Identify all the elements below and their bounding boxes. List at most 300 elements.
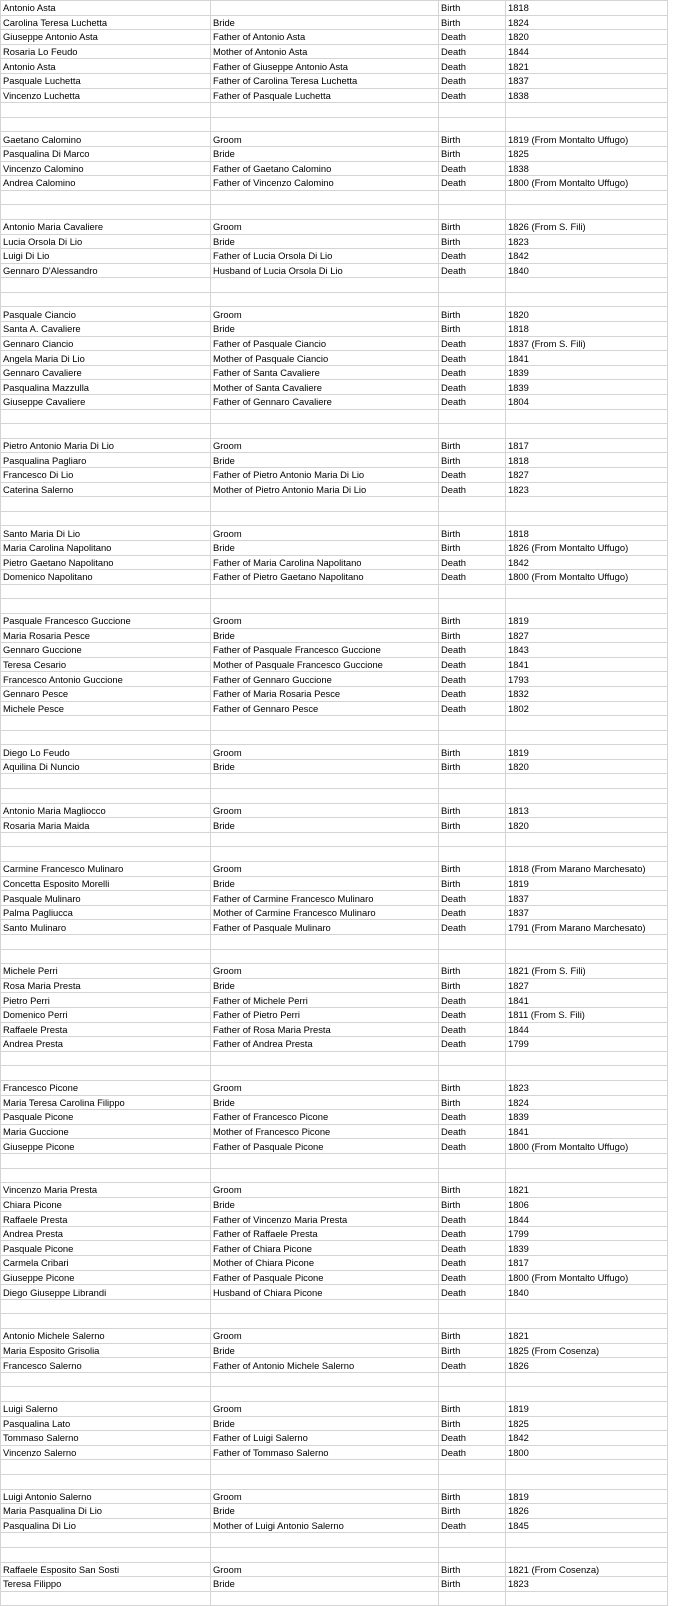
year-cell[interactable]: 1824: [506, 1095, 668, 1110]
relation-cell[interactable]: Father of Pietro Gaetano Napolitano: [211, 570, 439, 585]
event-cell[interactable]: [439, 190, 506, 205]
year-cell[interactable]: 1823: [506, 1080, 668, 1095]
year-cell[interactable]: 1800: [506, 1445, 668, 1460]
name-cell[interactable]: Gennaro D'Alessandro: [1, 263, 211, 278]
event-cell[interactable]: Death: [439, 365, 506, 380]
relation-cell[interactable]: Groom: [211, 803, 439, 818]
name-cell[interactable]: Gennaro Guccione: [1, 643, 211, 658]
event-cell[interactable]: [439, 409, 506, 424]
year-cell[interactable]: [506, 716, 668, 731]
relation-cell[interactable]: Mother of Chiara Picone: [211, 1256, 439, 1271]
relation-cell[interactable]: Father of Michele Perri: [211, 993, 439, 1008]
relation-cell[interactable]: [211, 103, 439, 118]
relation-cell[interactable]: [211, 1299, 439, 1314]
event-cell[interactable]: Birth: [439, 1504, 506, 1519]
name-cell[interactable]: Carmela Cribari: [1, 1256, 211, 1271]
name-cell[interactable]: Michele Pesce: [1, 701, 211, 716]
name-cell[interactable]: [1, 409, 211, 424]
name-cell[interactable]: [1, 599, 211, 614]
relation-cell[interactable]: [211, 1387, 439, 1402]
name-cell[interactable]: Caterina Salerno: [1, 482, 211, 497]
event-cell[interactable]: Birth: [439, 1489, 506, 1504]
event-cell[interactable]: [439, 1533, 506, 1548]
relation-cell[interactable]: Bride: [211, 1197, 439, 1212]
relation-cell[interactable]: Father of Vincenzo Calomino: [211, 176, 439, 191]
event-cell[interactable]: [439, 1591, 506, 1606]
event-cell[interactable]: [439, 789, 506, 804]
year-cell[interactable]: 1818: [506, 1, 668, 16]
year-cell[interactable]: 1820: [506, 307, 668, 322]
year-cell[interactable]: 1824: [506, 15, 668, 30]
name-cell[interactable]: Concetta Esposito Morelli: [1, 876, 211, 891]
year-cell[interactable]: 1804: [506, 395, 668, 410]
relation-cell[interactable]: Bride: [211, 146, 439, 161]
year-cell[interactable]: 1837: [506, 73, 668, 88]
name-cell[interactable]: Pasqualina Lato: [1, 1416, 211, 1431]
event-cell[interactable]: Death: [439, 905, 506, 920]
year-cell[interactable]: 1827: [506, 468, 668, 483]
event-cell[interactable]: Death: [439, 1022, 506, 1037]
event-cell[interactable]: Death: [439, 672, 506, 687]
relation-cell[interactable]: Father of Pietro Antonio Maria Di Lio: [211, 468, 439, 483]
year-cell[interactable]: 1819 (From Montalto Uffugo): [506, 132, 668, 147]
name-cell[interactable]: Maria Rosaria Pesce: [1, 628, 211, 643]
year-cell[interactable]: 1839: [506, 380, 668, 395]
name-cell[interactable]: Pasqualina Di Marco: [1, 146, 211, 161]
name-cell[interactable]: Francesco Salerno: [1, 1358, 211, 1373]
year-cell[interactable]: 1825: [506, 1416, 668, 1431]
year-cell[interactable]: 1840: [506, 1285, 668, 1300]
name-cell[interactable]: [1, 292, 211, 307]
name-cell[interactable]: Chiara Picone: [1, 1197, 211, 1212]
relation-cell[interactable]: [211, 949, 439, 964]
year-cell[interactable]: 1837: [506, 891, 668, 906]
year-cell[interactable]: 1818: [506, 526, 668, 541]
relation-cell[interactable]: [211, 730, 439, 745]
name-cell[interactable]: [1, 1314, 211, 1329]
year-cell[interactable]: [506, 292, 668, 307]
relation-cell[interactable]: Father of Antonio Asta: [211, 30, 439, 45]
name-cell[interactable]: [1, 1299, 211, 1314]
name-cell[interactable]: Maria Guccione: [1, 1124, 211, 1139]
relation-cell[interactable]: [211, 935, 439, 950]
name-cell[interactable]: [1, 1387, 211, 1402]
event-cell[interactable]: Birth: [439, 132, 506, 147]
name-cell[interactable]: Vincenzo Maria Presta: [1, 1183, 211, 1198]
name-cell[interactable]: Pasqualina Pagliaro: [1, 453, 211, 468]
name-cell[interactable]: Gaetano Calomino: [1, 132, 211, 147]
year-cell[interactable]: 1819: [506, 745, 668, 760]
relation-cell[interactable]: Mother of Pietro Antonio Maria Di Lio: [211, 482, 439, 497]
year-cell[interactable]: [506, 205, 668, 220]
event-cell[interactable]: Birth: [439, 1197, 506, 1212]
year-cell[interactable]: [506, 1591, 668, 1606]
year-cell[interactable]: 1842: [506, 1431, 668, 1446]
name-cell[interactable]: Santo Mulinaro: [1, 920, 211, 935]
name-cell[interactable]: Maria Pasqualina Di Lio: [1, 1504, 211, 1519]
event-cell[interactable]: Death: [439, 1241, 506, 1256]
relation-cell[interactable]: Father of Luigi Salerno: [211, 1431, 439, 1446]
event-cell[interactable]: Death: [439, 88, 506, 103]
name-cell[interactable]: Vincenzo Salerno: [1, 1445, 211, 1460]
name-cell[interactable]: Antonio Asta: [1, 1, 211, 16]
year-cell[interactable]: 1825: [506, 146, 668, 161]
relation-cell[interactable]: Bride: [211, 1504, 439, 1519]
relation-cell[interactable]: Father of Carolina Teresa Luchetta: [211, 73, 439, 88]
event-cell[interactable]: [439, 205, 506, 220]
event-cell[interactable]: Birth: [439, 219, 506, 234]
year-cell[interactable]: 1837: [506, 905, 668, 920]
event-cell[interactable]: Death: [439, 263, 506, 278]
name-cell[interactable]: Pietro Perri: [1, 993, 211, 1008]
relation-cell[interactable]: Bride: [211, 818, 439, 833]
year-cell[interactable]: 1838: [506, 161, 668, 176]
event-cell[interactable]: Birth: [439, 978, 506, 993]
year-cell[interactable]: [506, 1547, 668, 1562]
event-cell[interactable]: Death: [439, 555, 506, 570]
year-cell[interactable]: 1799: [506, 1226, 668, 1241]
relation-cell[interactable]: Mother of Antonio Asta: [211, 44, 439, 59]
name-cell[interactable]: Gennaro Cavaliere: [1, 365, 211, 380]
name-cell[interactable]: [1, 832, 211, 847]
name-cell[interactable]: [1, 716, 211, 731]
event-cell[interactable]: Birth: [439, 146, 506, 161]
year-cell[interactable]: 1821 (From Cosenza): [506, 1562, 668, 1577]
year-cell[interactable]: 1819: [506, 1402, 668, 1417]
name-cell[interactable]: [1, 1168, 211, 1183]
year-cell[interactable]: [506, 832, 668, 847]
relation-cell[interactable]: [211, 599, 439, 614]
relation-cell[interactable]: Father of Pasquale Mulinaro: [211, 920, 439, 935]
event-cell[interactable]: Birth: [439, 862, 506, 877]
relation-cell[interactable]: Groom: [211, 438, 439, 453]
relation-cell[interactable]: [211, 205, 439, 220]
event-cell[interactable]: [439, 1066, 506, 1081]
year-cell[interactable]: [506, 1460, 668, 1475]
relation-cell[interactable]: Father of Pasquale Ciancio: [211, 336, 439, 351]
name-cell[interactable]: Maria Teresa Carolina Filippo: [1, 1095, 211, 1110]
name-cell[interactable]: Raffaele Presta: [1, 1212, 211, 1227]
name-cell[interactable]: Antonio Maria Magliocco: [1, 803, 211, 818]
year-cell[interactable]: 1826 (From Montalto Uffugo): [506, 540, 668, 555]
relation-cell[interactable]: Father of Chiara Picone: [211, 1241, 439, 1256]
relation-cell[interactable]: [211, 1153, 439, 1168]
name-cell[interactable]: Maria Esposito Grisolia: [1, 1343, 211, 1358]
name-cell[interactable]: Luigi Di Lio: [1, 249, 211, 264]
year-cell[interactable]: 1844: [506, 1022, 668, 1037]
year-cell[interactable]: 1817: [506, 1256, 668, 1271]
relation-cell[interactable]: Father of Antonio Michele Salerno: [211, 1358, 439, 1373]
event-cell[interactable]: Death: [439, 1358, 506, 1373]
event-cell[interactable]: Birth: [439, 876, 506, 891]
name-cell[interactable]: Diego Giuseppe Librandi: [1, 1285, 211, 1300]
event-cell[interactable]: Death: [439, 1212, 506, 1227]
relation-cell[interactable]: Groom: [211, 1183, 439, 1198]
name-cell[interactable]: Pasquale Ciancio: [1, 307, 211, 322]
relation-cell[interactable]: Husband of Chiara Picone: [211, 1285, 439, 1300]
event-cell[interactable]: [439, 278, 506, 293]
relation-cell[interactable]: Groom: [211, 1329, 439, 1344]
name-cell[interactable]: Pietro Antonio Maria Di Lio: [1, 438, 211, 453]
relation-cell[interactable]: [211, 511, 439, 526]
year-cell[interactable]: [506, 935, 668, 950]
relation-cell[interactable]: [211, 1591, 439, 1606]
name-cell[interactable]: Diego Lo Feudo: [1, 745, 211, 760]
relation-cell[interactable]: Groom: [211, 526, 439, 541]
relation-cell[interactable]: Groom: [211, 862, 439, 877]
event-cell[interactable]: [439, 935, 506, 950]
name-cell[interactable]: [1, 789, 211, 804]
year-cell[interactable]: 1820: [506, 818, 668, 833]
name-cell[interactable]: Pasquale Picone: [1, 1110, 211, 1125]
name-cell[interactable]: Giuseppe Cavaliere: [1, 395, 211, 410]
event-cell[interactable]: Death: [439, 1226, 506, 1241]
event-cell[interactable]: Death: [439, 336, 506, 351]
event-cell[interactable]: Birth: [439, 818, 506, 833]
year-cell[interactable]: [506, 278, 668, 293]
year-cell[interactable]: 1819: [506, 613, 668, 628]
name-cell[interactable]: Domenico Perri: [1, 1007, 211, 1022]
year-cell[interactable]: 1845: [506, 1518, 668, 1533]
year-cell[interactable]: 1806: [506, 1197, 668, 1212]
relation-cell[interactable]: Father of Pasquale Francesco Guccione: [211, 643, 439, 658]
name-cell[interactable]: [1, 1051, 211, 1066]
event-cell[interactable]: Death: [439, 1124, 506, 1139]
event-cell[interactable]: [439, 1474, 506, 1489]
year-cell[interactable]: 1818 (From Marano Marchesato): [506, 862, 668, 877]
year-cell[interactable]: [506, 1051, 668, 1066]
event-cell[interactable]: Birth: [439, 1, 506, 16]
relation-cell[interactable]: Groom: [211, 307, 439, 322]
event-cell[interactable]: Death: [439, 1431, 506, 1446]
event-cell[interactable]: [439, 103, 506, 118]
event-cell[interactable]: Birth: [439, 438, 506, 453]
relation-cell[interactable]: [211, 789, 439, 804]
year-cell[interactable]: [506, 789, 668, 804]
event-cell[interactable]: Birth: [439, 234, 506, 249]
name-cell[interactable]: Gennaro Ciancio: [1, 336, 211, 351]
relation-cell[interactable]: Mother of Francesco Picone: [211, 1124, 439, 1139]
year-cell[interactable]: [506, 1153, 668, 1168]
name-cell[interactable]: [1, 511, 211, 526]
name-cell[interactable]: Gennaro Pesce: [1, 686, 211, 701]
relation-cell[interactable]: Bride: [211, 322, 439, 337]
relation-cell[interactable]: Bride: [211, 15, 439, 30]
year-cell[interactable]: [506, 847, 668, 862]
relation-cell[interactable]: Father of Maria Rosaria Pesce: [211, 686, 439, 701]
year-cell[interactable]: 1841: [506, 993, 668, 1008]
name-cell[interactable]: Rosaria Lo Feudo: [1, 44, 211, 59]
event-cell[interactable]: Death: [439, 395, 506, 410]
relation-cell[interactable]: Bride: [211, 540, 439, 555]
relation-cell[interactable]: Father of Rosa Maria Presta: [211, 1022, 439, 1037]
event-cell[interactable]: [439, 1460, 506, 1475]
year-cell[interactable]: [506, 1299, 668, 1314]
year-cell[interactable]: 1813: [506, 803, 668, 818]
relation-cell[interactable]: Father of Pasquale Picone: [211, 1139, 439, 1154]
year-cell[interactable]: 1821: [506, 1329, 668, 1344]
year-cell[interactable]: 1818: [506, 322, 668, 337]
year-cell[interactable]: [506, 1314, 668, 1329]
relation-cell[interactable]: Bride: [211, 234, 439, 249]
name-cell[interactable]: Teresa Filippo: [1, 1577, 211, 1592]
event-cell[interactable]: Death: [439, 686, 506, 701]
relation-cell[interactable]: [211, 847, 439, 862]
event-cell[interactable]: Death: [439, 891, 506, 906]
event-cell[interactable]: [439, 497, 506, 512]
event-cell[interactable]: Death: [439, 993, 506, 1008]
event-cell[interactable]: Death: [439, 1139, 506, 1154]
relation-cell[interactable]: Groom: [211, 745, 439, 760]
year-cell[interactable]: 1820: [506, 30, 668, 45]
relation-cell[interactable]: Mother of Luigi Antonio Salerno: [211, 1518, 439, 1533]
event-cell[interactable]: Birth: [439, 628, 506, 643]
year-cell[interactable]: 1838: [506, 88, 668, 103]
relation-cell[interactable]: Groom: [211, 1402, 439, 1417]
relation-cell[interactable]: [211, 1051, 439, 1066]
name-cell[interactable]: Raffaele Esposito San Sosti: [1, 1562, 211, 1577]
event-cell[interactable]: [439, 424, 506, 439]
year-cell[interactable]: 1819: [506, 1489, 668, 1504]
year-cell[interactable]: 1823: [506, 482, 668, 497]
year-cell[interactable]: 1839: [506, 365, 668, 380]
year-cell[interactable]: [506, 103, 668, 118]
year-cell[interactable]: [506, 497, 668, 512]
year-cell[interactable]: [506, 584, 668, 599]
event-cell[interactable]: Death: [439, 643, 506, 658]
event-cell[interactable]: [439, 1051, 506, 1066]
name-cell[interactable]: [1, 847, 211, 862]
year-cell[interactable]: [506, 599, 668, 614]
year-cell[interactable]: 1800 (From Montalto Uffugo): [506, 1139, 668, 1154]
event-cell[interactable]: Birth: [439, 15, 506, 30]
name-cell[interactable]: [1, 190, 211, 205]
year-cell[interactable]: 1791 (From Marano Marchesato): [506, 920, 668, 935]
relation-cell[interactable]: Father of Pietro Perri: [211, 1007, 439, 1022]
event-cell[interactable]: Death: [439, 176, 506, 191]
event-cell[interactable]: Birth: [439, 1562, 506, 1577]
name-cell[interactable]: Pasqualina Di Lio: [1, 1518, 211, 1533]
event-cell[interactable]: Death: [439, 1037, 506, 1052]
relation-cell[interactable]: Bride: [211, 978, 439, 993]
name-cell[interactable]: Teresa Cesario: [1, 657, 211, 672]
relation-cell[interactable]: [211, 497, 439, 512]
relation-cell[interactable]: Mother of Pasquale Ciancio: [211, 351, 439, 366]
year-cell[interactable]: [506, 1066, 668, 1081]
event-cell[interactable]: Death: [439, 482, 506, 497]
event-cell[interactable]: Birth: [439, 322, 506, 337]
year-cell[interactable]: 1827: [506, 628, 668, 643]
relation-cell[interactable]: Groom: [211, 219, 439, 234]
name-cell[interactable]: Andrea Calomino: [1, 176, 211, 191]
name-cell[interactable]: Carmine Francesco Mulinaro: [1, 862, 211, 877]
event-cell[interactable]: Death: [439, 570, 506, 585]
relation-cell[interactable]: Bride: [211, 1343, 439, 1358]
event-cell[interactable]: Birth: [439, 1329, 506, 1344]
event-cell[interactable]: Death: [439, 249, 506, 264]
year-cell[interactable]: 1844: [506, 1212, 668, 1227]
name-cell[interactable]: Domenico Napolitano: [1, 570, 211, 585]
name-cell[interactable]: [1, 1547, 211, 1562]
year-cell[interactable]: 1823: [506, 1577, 668, 1592]
relation-cell[interactable]: Mother of Carmine Francesco Mulinaro: [211, 905, 439, 920]
relation-cell[interactable]: [211, 1168, 439, 1183]
year-cell[interactable]: 1843: [506, 643, 668, 658]
name-cell[interactable]: Pietro Gaetano Napolitano: [1, 555, 211, 570]
year-cell[interactable]: 1841: [506, 1124, 668, 1139]
relation-cell[interactable]: [211, 292, 439, 307]
year-cell[interactable]: 1818: [506, 453, 668, 468]
name-cell[interactable]: Pasquale Luchetta: [1, 73, 211, 88]
name-cell[interactable]: [1, 117, 211, 132]
event-cell[interactable]: [439, 832, 506, 847]
year-cell[interactable]: [506, 424, 668, 439]
year-cell[interactable]: 1841: [506, 657, 668, 672]
name-cell[interactable]: [1, 1591, 211, 1606]
name-cell[interactable]: Tommaso Salerno: [1, 1431, 211, 1446]
relation-cell[interactable]: [211, 1460, 439, 1475]
name-cell[interactable]: [1, 774, 211, 789]
event-cell[interactable]: Death: [439, 657, 506, 672]
relation-cell[interactable]: Husband of Lucia Orsola Di Lio: [211, 263, 439, 278]
event-cell[interactable]: Death: [439, 351, 506, 366]
relation-cell[interactable]: [211, 190, 439, 205]
name-cell[interactable]: [1, 1066, 211, 1081]
name-cell[interactable]: Pasquale Mulinaro: [1, 891, 211, 906]
relation-cell[interactable]: Father of Maria Carolina Napolitano: [211, 555, 439, 570]
relation-cell[interactable]: [211, 832, 439, 847]
name-cell[interactable]: Luigi Antonio Salerno: [1, 1489, 211, 1504]
event-cell[interactable]: [439, 730, 506, 745]
relation-cell[interactable]: [211, 1474, 439, 1489]
relation-cell[interactable]: [211, 1314, 439, 1329]
event-cell[interactable]: Birth: [439, 1577, 506, 1592]
event-cell[interactable]: [439, 117, 506, 132]
name-cell[interactable]: Luigi Salerno: [1, 1402, 211, 1417]
name-cell[interactable]: Santa A. Cavaliere: [1, 322, 211, 337]
name-cell[interactable]: Francesco Antonio Guccione: [1, 672, 211, 687]
event-cell[interactable]: [439, 1547, 506, 1562]
year-cell[interactable]: 1826 (From S. Fili): [506, 219, 668, 234]
year-cell[interactable]: 1820: [506, 759, 668, 774]
name-cell[interactable]: [1, 935, 211, 950]
event-cell[interactable]: Death: [439, 1110, 506, 1125]
relation-cell[interactable]: Groom: [211, 1080, 439, 1095]
event-cell[interactable]: [439, 1168, 506, 1183]
event-cell[interactable]: Birth: [439, 745, 506, 760]
name-cell[interactable]: [1, 1533, 211, 1548]
relation-cell[interactable]: Bride: [211, 1095, 439, 1110]
relation-cell[interactable]: Groom: [211, 1562, 439, 1577]
event-cell[interactable]: Death: [439, 59, 506, 74]
event-cell[interactable]: Birth: [439, 307, 506, 322]
name-cell[interactable]: Antonio Michele Salerno: [1, 1329, 211, 1344]
event-cell[interactable]: Birth: [439, 759, 506, 774]
name-cell[interactable]: [1, 730, 211, 745]
relation-cell[interactable]: Groom: [211, 613, 439, 628]
relation-cell[interactable]: [211, 774, 439, 789]
year-cell[interactable]: 1799: [506, 1037, 668, 1052]
event-cell[interactable]: [439, 511, 506, 526]
relation-cell[interactable]: Father of Pasquale Luchetta: [211, 88, 439, 103]
relation-cell[interactable]: Bride: [211, 453, 439, 468]
year-cell[interactable]: 1811 (From S. Fili): [506, 1007, 668, 1022]
relation-cell[interactable]: [211, 424, 439, 439]
relation-cell[interactable]: Father of Santa Cavaliere: [211, 365, 439, 380]
name-cell[interactable]: Antonio Maria Cavaliere: [1, 219, 211, 234]
relation-cell[interactable]: Bride: [211, 628, 439, 643]
relation-cell[interactable]: [211, 584, 439, 599]
